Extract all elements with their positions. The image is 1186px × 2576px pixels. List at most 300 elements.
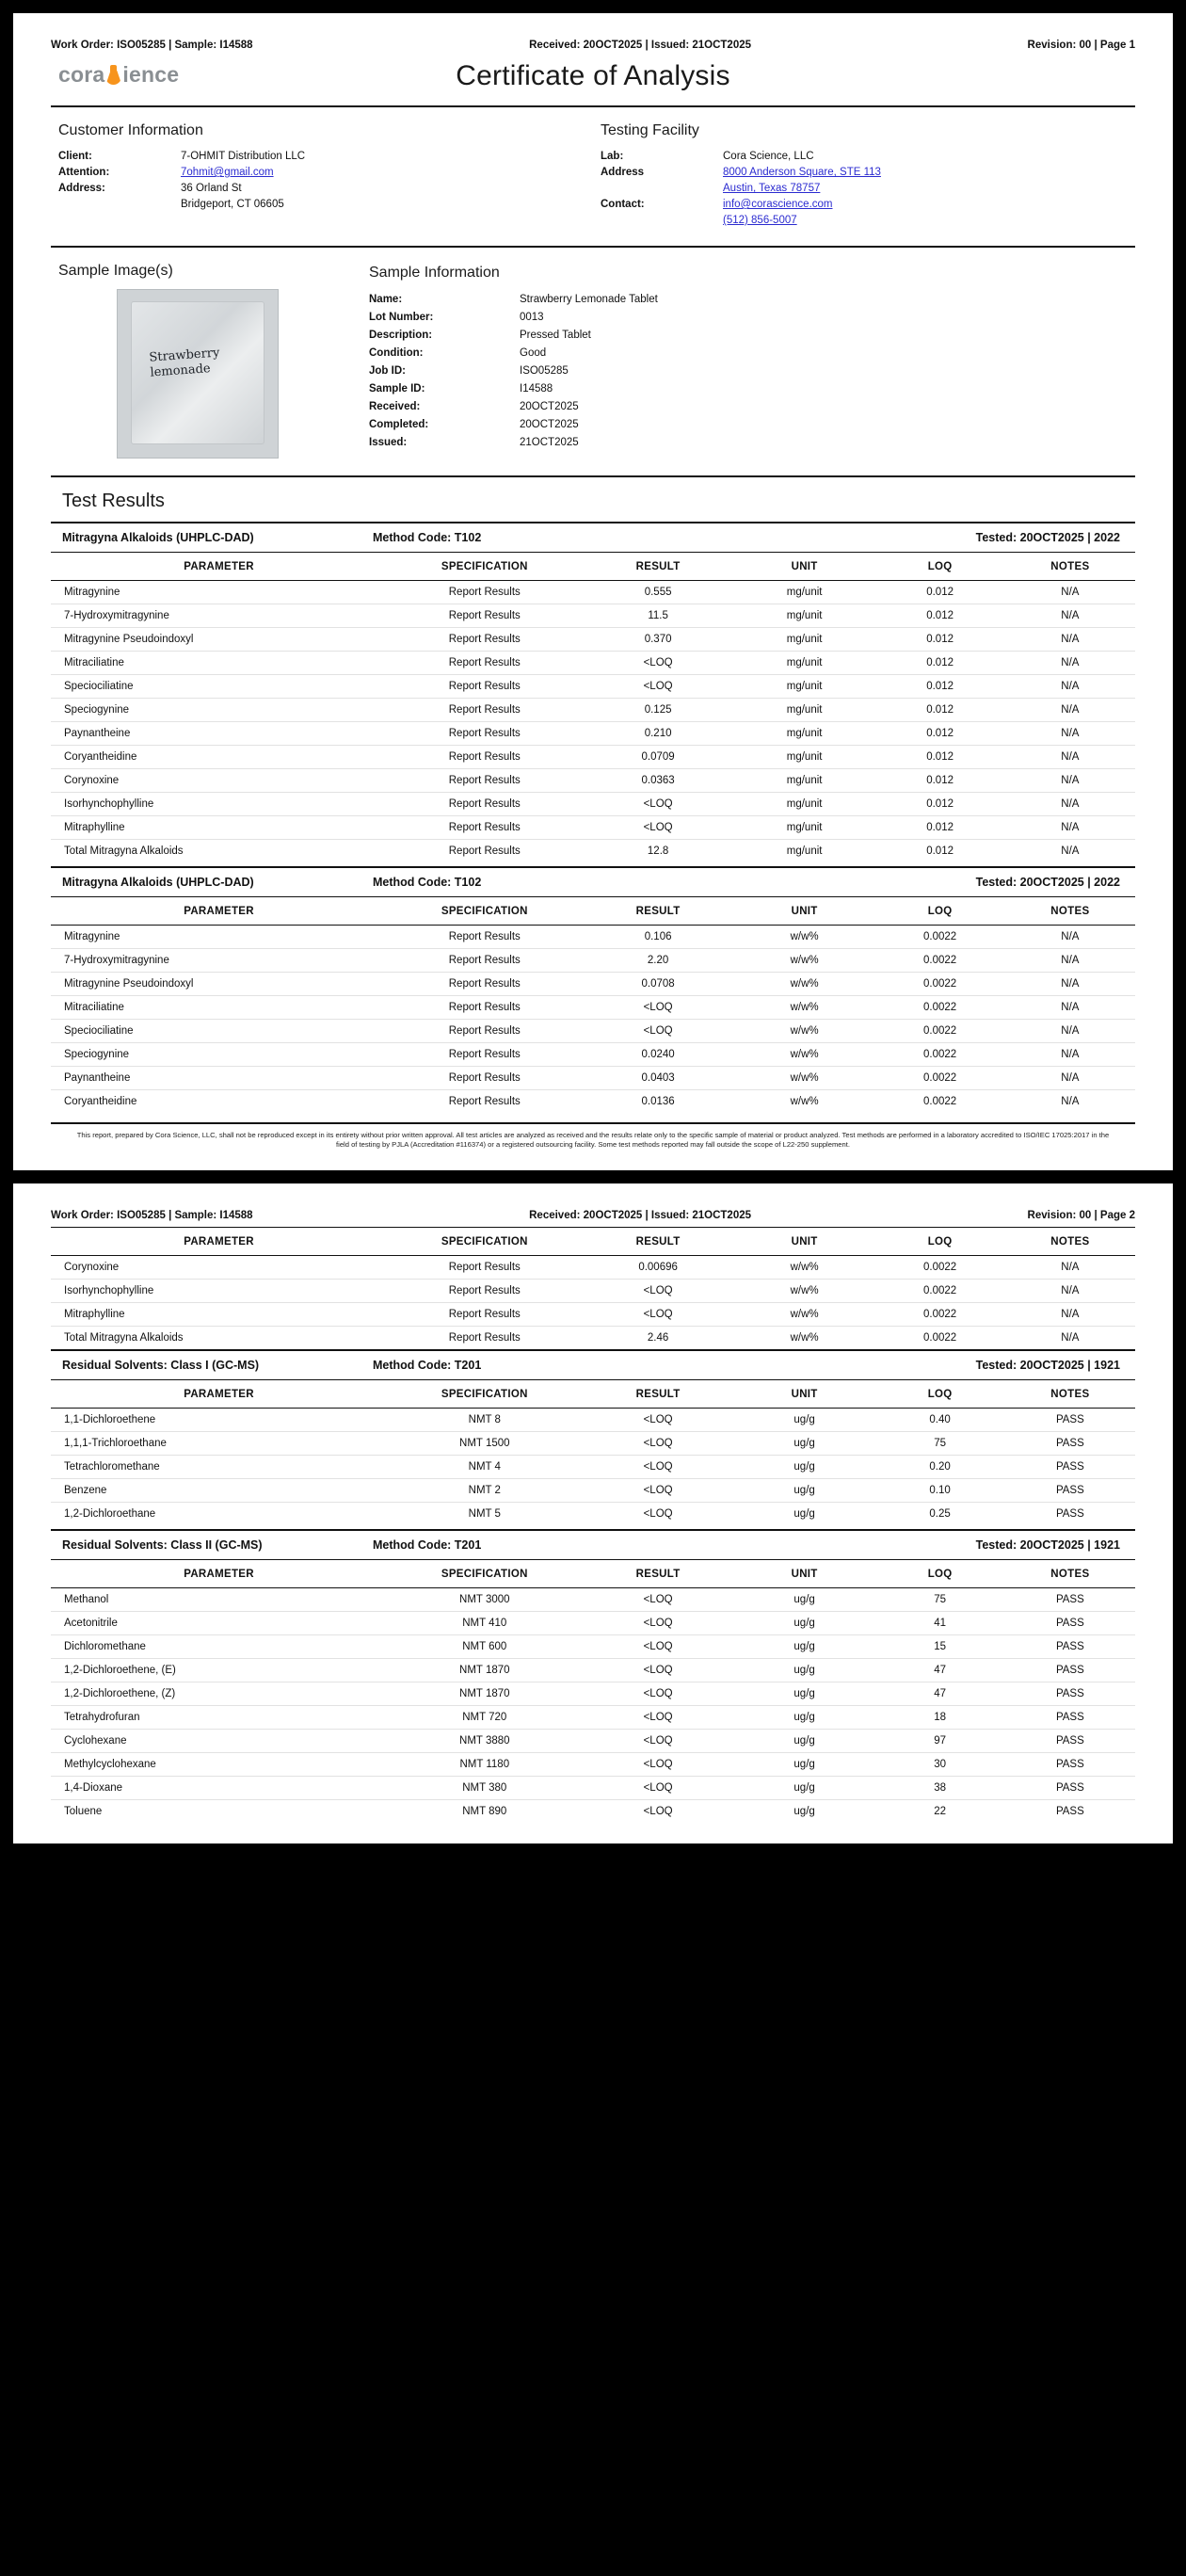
- sample-image-column: [58, 263, 369, 459]
- cell-loq: 0.012: [874, 699, 1004, 722]
- logo-text-right: ience: [122, 62, 180, 87]
- table-header-row: [51, 1560, 1135, 1588]
- sample-photo: [117, 289, 279, 459]
- table-row: [51, 722, 1135, 746]
- cell-parameter: Cyclohexane: [51, 1730, 387, 1753]
- cell-result: <LOQ: [582, 1753, 733, 1777]
- cell-unit: w/w%: [734, 1303, 875, 1327]
- cell-loq: 0.0022: [874, 973, 1004, 996]
- cell-result: <LOQ: [582, 1730, 733, 1753]
- cell-result: 0.555: [582, 581, 733, 604]
- cell-spec: Report Results: [448, 845, 521, 857]
- col-result: RESULT: [582, 1228, 733, 1256]
- cell-unit: mg/unit: [734, 769, 875, 793]
- cell-parameter: Coryantheidine: [51, 746, 387, 769]
- customer-email-link[interactable]: 7ohmit@gmail.com: [181, 167, 274, 178]
- cell-result: 12.8: [647, 845, 669, 857]
- facility-row: [601, 149, 1128, 165]
- table-row: [51, 1256, 1135, 1280]
- logo-text-left: cora: [58, 62, 105, 87]
- table-row: [51, 1588, 1135, 1612]
- table-row: [51, 949, 1135, 973]
- cell-notes: PASS: [1005, 1456, 1135, 1479]
- cell-parameter: Total Mitragyna Alkaloids: [64, 845, 184, 857]
- cell-result: <LOQ: [582, 652, 733, 675]
- table-row: [51, 793, 1135, 816]
- customer-value: 7-OHMIT Distribution LLC: [181, 151, 306, 162]
- cell-result: 0.125: [582, 699, 733, 722]
- testing-facility: [601, 122, 1128, 229]
- table-row: [51, 1432, 1135, 1456]
- cell-spec: Report Results: [387, 746, 582, 769]
- customer-information: [58, 122, 601, 229]
- page1-topbar-right: Revision: 00 | Page 1: [1027, 40, 1135, 51]
- cell-unit: ug/g: [734, 1682, 875, 1706]
- customer-row: [58, 197, 585, 213]
- table-row: [51, 1020, 1135, 1043]
- table-row: [51, 1682, 1135, 1706]
- cell-unit: ug/g: [734, 1753, 875, 1777]
- cell-notes: PASS: [1005, 1479, 1135, 1503]
- cell-result: <LOQ: [582, 816, 733, 840]
- col-specification: SPECIFICATION: [387, 1228, 582, 1256]
- cell-result: <LOQ: [582, 1777, 733, 1800]
- cell-notes: N/A: [1005, 1067, 1135, 1090]
- cell-spec: NMT 600: [387, 1635, 582, 1659]
- table-row: [51, 1303, 1135, 1327]
- cell-spec: Report Results: [387, 675, 582, 699]
- cell-notes: PASS: [1055, 1508, 1084, 1520]
- cell-result: <LOQ: [582, 1432, 733, 1456]
- cell-loq: 0.0022: [923, 1096, 957, 1107]
- cell-spec: Report Results: [448, 1096, 521, 1107]
- cell-notes: N/A: [1005, 581, 1135, 604]
- table-row: [51, 1800, 1135, 1824]
- cell-unit: mg/unit: [734, 746, 875, 769]
- cell-parameter: 1,2-Dichloroethene, (E): [51, 1659, 387, 1682]
- cell-spec: NMT 1180: [387, 1753, 582, 1777]
- panel-header: [51, 1349, 1135, 1380]
- cell-notes: N/A: [1005, 1303, 1135, 1327]
- table-row: [51, 1777, 1135, 1800]
- cell-result: <LOQ: [582, 1020, 733, 1043]
- cell-loq: 0.012: [874, 769, 1004, 793]
- cell-unit: ug/g: [734, 1777, 875, 1800]
- sample-information: [369, 263, 1128, 459]
- coa-page-2: [13, 1183, 1173, 1843]
- results-body: [51, 1588, 1135, 1824]
- table-row: [51, 1280, 1135, 1303]
- cell-notes: N/A: [1061, 1332, 1080, 1344]
- cell-result: <LOQ: [643, 1508, 673, 1520]
- cell-parameter: Methylcyclohexane: [51, 1753, 387, 1777]
- facility-address-link[interactable]: 8000 Anderson Square, STE 113: [723, 167, 881, 178]
- table-row: [51, 769, 1135, 793]
- facility-phone-link[interactable]: (512) 856-5007: [723, 215, 797, 226]
- sample-info-key: Completed:: [369, 419, 429, 430]
- cell-loq: 0.012: [874, 793, 1004, 816]
- cell-parameter: 1,1-Dichloroethene: [51, 1409, 387, 1432]
- cell-notes: PASS: [1005, 1612, 1135, 1635]
- cell-unit: mg/unit: [734, 675, 875, 699]
- cell-parameter: Mitragynine: [51, 581, 387, 604]
- cell-parameter: Corynoxine: [51, 1256, 387, 1280]
- cora-science-logo: [58, 62, 179, 88]
- cell-notes: N/A: [1005, 949, 1135, 973]
- cell-parameter: Dichloromethane: [51, 1635, 387, 1659]
- facility-key: [601, 181, 723, 197]
- cell-result: 2.20: [582, 949, 733, 973]
- cell-spec: Report Results: [387, 1043, 582, 1067]
- cell-parameter: Mitragynine Pseudoindoxyl: [51, 973, 387, 996]
- table-row: [51, 1456, 1135, 1479]
- cell-parameter: Isorhynchophylline: [51, 793, 387, 816]
- table-row: [51, 1327, 1135, 1350]
- results-body: [51, 581, 1135, 863]
- cell-unit: ug/g: [734, 1432, 875, 1456]
- cell-unit: ug/g: [734, 1730, 875, 1753]
- cell-spec: Report Results: [387, 816, 582, 840]
- customer-heading: Customer Information: [58, 122, 203, 138]
- cell-result: <LOQ: [582, 1303, 733, 1327]
- cell-result: 0.0403: [582, 1067, 733, 1090]
- cell-spec: NMT 1500: [387, 1432, 582, 1456]
- cell-result: 0.0136: [641, 1096, 675, 1107]
- cell-loq: 30: [874, 1753, 1004, 1777]
- facility-key: Address: [601, 167, 645, 178]
- cell-loq: 0.25: [929, 1508, 951, 1520]
- panel-tested: Tested: 20OCT2025 | 2022: [975, 531, 1120, 544]
- cell-parameter: 1,4-Dioxane: [51, 1777, 387, 1800]
- sample-info-key: Job ID:: [369, 365, 406, 377]
- cell-spec: Report Results: [387, 1303, 582, 1327]
- cell-loq: 0.012: [874, 581, 1004, 604]
- cell-parameter: Benzene: [51, 1479, 387, 1503]
- cell-parameter: Acetonitrile: [51, 1612, 387, 1635]
- sample-info-value: Good: [520, 347, 547, 359]
- sample-info-row: [369, 362, 1128, 380]
- cell-parameter: Mitragynine: [51, 926, 387, 949]
- panel-name: Mitragyna Alkaloids (UHPLC-DAD): [62, 876, 254, 889]
- cell-result: <LOQ: [582, 1682, 733, 1706]
- sample-photo-caption-line1: Strawberry: [148, 346, 220, 365]
- col-specification: SPECIFICATION: [387, 1560, 582, 1588]
- disclaimer-text: This report, prepared by Cora Science, LLC, shall not be reproduced except in its entirety without prior written approval. All test articles are analyzed as received and the results relate only to the specific sample of material or product analyzed. Test methods are performed in a laboratory accredited to ISO/IEC 17025:2017 in the field of testing by PJLA (Accreditation #116374) or a registered outsourcing facility. Some test methods reported may fall outside the scope of L22-250 supplement.: [51, 1122, 1135, 1153]
- table-row: [51, 1612, 1135, 1635]
- cell-notes: N/A: [1005, 722, 1135, 746]
- cell-parameter: Speciogynine: [51, 699, 387, 722]
- cell-notes: N/A: [1005, 675, 1135, 699]
- sample-info-value: 21OCT2025: [520, 437, 579, 448]
- cell-spec: Report Results: [387, 722, 582, 746]
- table-row: [51, 1409, 1135, 1432]
- cell-unit: mg/unit: [734, 699, 875, 722]
- cell-notes: N/A: [1005, 769, 1135, 793]
- cell-result: <LOQ: [582, 996, 733, 1020]
- sample-info-value: Strawberry Lemonade Tablet: [520, 294, 658, 305]
- cell-loq: 97: [874, 1730, 1004, 1753]
- cell-loq: 0.10: [874, 1479, 1004, 1503]
- panel-mitragyna-continued: [51, 1228, 1135, 1349]
- customer-key: Attention:: [58, 167, 110, 178]
- cell-notes: PASS: [1005, 1659, 1135, 1682]
- table-row: [51, 699, 1135, 722]
- cell-spec: Report Results: [387, 604, 582, 628]
- cell-unit: ug/g: [734, 1706, 875, 1730]
- col-loq: LOQ: [874, 1560, 1004, 1588]
- page2-topbar: [51, 1210, 1135, 1228]
- sample-info-row: [369, 380, 1128, 398]
- cell-unit: mg/unit: [734, 722, 875, 746]
- cell-notes: PASS: [1005, 1635, 1135, 1659]
- col-specification: SPECIFICATION: [387, 897, 582, 926]
- cell-notes: N/A: [1005, 1020, 1135, 1043]
- sample-info-row: [369, 309, 1128, 327]
- cell-unit: mg/unit: [734, 604, 875, 628]
- facility-email-link[interactable]: info@corascience.com: [723, 199, 833, 210]
- cell-spec: Report Results: [387, 793, 582, 816]
- cell-spec: NMT 890: [462, 1806, 507, 1817]
- cell-loq: 18: [874, 1706, 1004, 1730]
- cell-spec: Report Results: [387, 996, 582, 1020]
- cell-parameter: Tetrachloromethane: [51, 1456, 387, 1479]
- table-row: [51, 996, 1135, 1020]
- cell-notes: PASS: [1005, 1682, 1135, 1706]
- cell-loq: 0.012: [874, 816, 1004, 840]
- cell-result: 0.0240: [582, 1043, 733, 1067]
- table-row: [51, 1090, 1135, 1114]
- cell-parameter: Tetrahydrofuran: [51, 1706, 387, 1730]
- panel-name: Mitragyna Alkaloids (UHPLC-DAD): [62, 531, 254, 544]
- cell-parameter: Isorhynchophylline: [51, 1280, 387, 1303]
- panel-residual-solvents-class-2: [51, 1529, 1135, 1823]
- table-row: [51, 973, 1135, 996]
- cell-spec: NMT 2: [387, 1479, 582, 1503]
- customer-row: [58, 149, 585, 165]
- results-table: [51, 553, 1135, 862]
- cell-loq: 0.012: [874, 746, 1004, 769]
- sample-section: [51, 248, 1135, 477]
- cell-notes: PASS: [1005, 1730, 1135, 1753]
- cell-notes: N/A: [1005, 793, 1135, 816]
- col-unit: UNIT: [734, 553, 875, 581]
- panel-mitragyna-mg-unit: [51, 522, 1135, 862]
- cell-unit: w/w%: [734, 973, 875, 996]
- cell-loq: 0.20: [874, 1456, 1004, 1479]
- panel-tested: Tested: 20OCT2025 | 1921: [975, 1359, 1120, 1372]
- panel-residual-solvents-class-1: [51, 1349, 1135, 1525]
- cell-loq: 0.0022: [874, 949, 1004, 973]
- sample-info-value: ISO05285: [520, 365, 569, 377]
- facility-address-link2[interactable]: Austin, Texas 78757: [723, 183, 821, 194]
- sample-info-value: 20OCT2025: [520, 419, 579, 430]
- cell-spec: NMT 4: [387, 1456, 582, 1479]
- sample-info-row: [369, 416, 1128, 434]
- col-loq: LOQ: [874, 897, 1004, 926]
- col-notes: NOTES: [1005, 1560, 1135, 1588]
- cell-spec: NMT 410: [387, 1612, 582, 1635]
- cell-spec: Report Results: [387, 949, 582, 973]
- table-row: [51, 1043, 1135, 1067]
- col-parameter: PARAMETER: [51, 553, 387, 581]
- cell-notes: N/A: [1005, 1280, 1135, 1303]
- cell-unit: w/w%: [734, 926, 875, 949]
- col-specification: SPECIFICATION: [387, 553, 582, 581]
- table-header-row: [51, 1380, 1135, 1409]
- cell-unit: ug/g: [734, 1479, 875, 1503]
- cell-parameter: Corynoxine: [51, 769, 387, 793]
- cell-result: <LOQ: [582, 1659, 733, 1682]
- table-row: [51, 1479, 1135, 1503]
- customer-key: Client:: [58, 151, 92, 162]
- cell-unit: w/w%: [734, 1067, 875, 1090]
- panel-header: [51, 522, 1135, 553]
- cell-result: <LOQ: [643, 1806, 673, 1817]
- table-header-row: [51, 897, 1135, 926]
- customer-value: 36 Orland St: [181, 183, 242, 194]
- table-row: [51, 840, 1135, 863]
- cell-loq: 75: [874, 1588, 1004, 1612]
- cell-loq: 0.012: [874, 652, 1004, 675]
- cell-notes: N/A: [1061, 1096, 1080, 1107]
- results-table: [51, 897, 1135, 1113]
- cell-result: 0.00696: [582, 1256, 733, 1280]
- cell-notes: PASS: [1005, 1432, 1135, 1456]
- page2-topbar-left: Work Order: ISO05285 | Sample: I14588: [51, 1210, 253, 1221]
- sample-info-heading: Sample Information: [369, 265, 500, 281]
- cell-notes: N/A: [1061, 845, 1080, 857]
- cell-loq: 0.0022: [874, 996, 1004, 1020]
- cell-loq: 0.40: [874, 1409, 1004, 1432]
- cell-spec: NMT 3000: [387, 1588, 582, 1612]
- cell-notes: PASS: [1005, 1706, 1135, 1730]
- page2-topbar-mid: Received: 20OCT2025 | Issued: 21OCT2025: [529, 1210, 752, 1221]
- cell-result: 2.46: [647, 1332, 669, 1344]
- cell-unit: ug/g: [734, 1588, 875, 1612]
- panel-header: [51, 866, 1135, 897]
- cell-spec: NMT 380: [387, 1777, 582, 1800]
- table-row: [51, 1753, 1135, 1777]
- sample-info-value: I14588: [520, 383, 553, 394]
- cell-notes: N/A: [1005, 604, 1135, 628]
- cell-parameter: Mitragynine Pseudoindoxyl: [51, 628, 387, 652]
- sample-info-row: [369, 398, 1128, 416]
- sample-info-row: [369, 434, 1128, 452]
- cell-notes: PASS: [1005, 1753, 1135, 1777]
- col-parameter: PARAMETER: [51, 897, 387, 926]
- test-results-heading: Test Results: [62, 491, 165, 511]
- page2-topbar-right: Revision: 00 | Page 2: [1027, 1210, 1135, 1221]
- table-row: [51, 652, 1135, 675]
- facility-key: Contact:: [601, 199, 645, 210]
- cell-parameter: Total Mitragyna Alkaloids: [64, 1332, 184, 1344]
- cell-parameter: 1,2-Dichloroethane: [64, 1508, 156, 1520]
- cell-loq: 0.0022: [874, 1280, 1004, 1303]
- results-body: [51, 1256, 1135, 1350]
- cell-loq: 38: [874, 1777, 1004, 1800]
- customer-key: [58, 197, 181, 213]
- facility-heading: Testing Facility: [601, 122, 699, 138]
- cell-spec: NMT 1870: [387, 1682, 582, 1706]
- cell-spec: NMT 720: [387, 1706, 582, 1730]
- cell-notes: N/A: [1005, 973, 1135, 996]
- cell-notes: PASS: [1055, 1806, 1084, 1817]
- col-unit: UNIT: [734, 897, 875, 926]
- cell-result: <LOQ: [582, 1280, 733, 1303]
- sample-info-row: [369, 291, 1128, 309]
- customer-key: Address:: [58, 183, 105, 194]
- cell-unit: ug/g: [734, 1635, 875, 1659]
- cell-spec: NMT 5: [468, 1508, 501, 1520]
- cell-result: 0.370: [582, 628, 733, 652]
- table-row: [51, 746, 1135, 769]
- sample-info-value: 20OCT2025: [520, 401, 579, 412]
- table-row: [51, 1635, 1135, 1659]
- panel-method: Method Code: T201: [373, 1538, 482, 1552]
- cell-unit: ug/g: [734, 1612, 875, 1635]
- table-header-row: [51, 1228, 1135, 1256]
- cell-spec: Report Results: [387, 652, 582, 675]
- cell-spec: Report Results: [387, 628, 582, 652]
- cell-loq: 0.012: [926, 845, 954, 857]
- cell-notes: PASS: [1005, 1588, 1135, 1612]
- cell-loq: 0.0022: [874, 1043, 1004, 1067]
- cell-unit: ug/g: [734, 1659, 875, 1682]
- cell-unit: w/w%: [734, 949, 875, 973]
- cell-parameter: 7-Hydroxymitragynine: [51, 949, 387, 973]
- cell-parameter: Paynantheine: [51, 1067, 387, 1090]
- cell-unit: mg/unit: [734, 628, 875, 652]
- cell-loq: 75: [874, 1432, 1004, 1456]
- cell-parameter: Speciogynine: [51, 1043, 387, 1067]
- info-section: [51, 107, 1135, 248]
- cell-loq: 22: [934, 1806, 946, 1817]
- cell-parameter: 7-Hydroxymitragynine: [51, 604, 387, 628]
- cell-parameter: 1,1,1-Trichloroethane: [51, 1432, 387, 1456]
- sample-info-key: Received:: [369, 401, 421, 412]
- flask-icon: [105, 65, 121, 85]
- table-row: [51, 816, 1135, 840]
- cell-unit: w/w%: [734, 1020, 875, 1043]
- cell-result: <LOQ: [582, 1588, 733, 1612]
- col-notes: NOTES: [1005, 553, 1135, 581]
- cell-spec: Report Results: [387, 926, 582, 949]
- table-row: [51, 1067, 1135, 1090]
- facility-row: [601, 165, 1128, 181]
- col-loq: LOQ: [874, 1228, 1004, 1256]
- cell-notes: N/A: [1005, 628, 1135, 652]
- cell-notes: N/A: [1005, 816, 1135, 840]
- cell-parameter: Mitraciliatine: [51, 996, 387, 1020]
- table-row: [51, 1503, 1135, 1526]
- cell-loq: 0.012: [874, 604, 1004, 628]
- table-row: [51, 581, 1135, 604]
- cell-loq: 0.0022: [874, 1256, 1004, 1280]
- cell-notes: N/A: [1005, 652, 1135, 675]
- cell-unit: w/w%: [734, 1043, 875, 1067]
- cell-spec: Report Results: [387, 1280, 582, 1303]
- cell-spec: Report Results: [387, 769, 582, 793]
- cell-spec: Report Results: [387, 1067, 582, 1090]
- col-notes: NOTES: [1005, 1380, 1135, 1409]
- cell-loq: 15: [874, 1635, 1004, 1659]
- cell-parameter: Mitraphylline: [51, 1303, 387, 1327]
- panel-tested: Tested: 20OCT2025 | 2022: [975, 876, 1120, 889]
- panel-method: Method Code: T102: [373, 876, 482, 889]
- cell-notes: N/A: [1005, 746, 1135, 769]
- table-row: [51, 1659, 1135, 1682]
- panel-method: Method Code: T102: [373, 531, 482, 544]
